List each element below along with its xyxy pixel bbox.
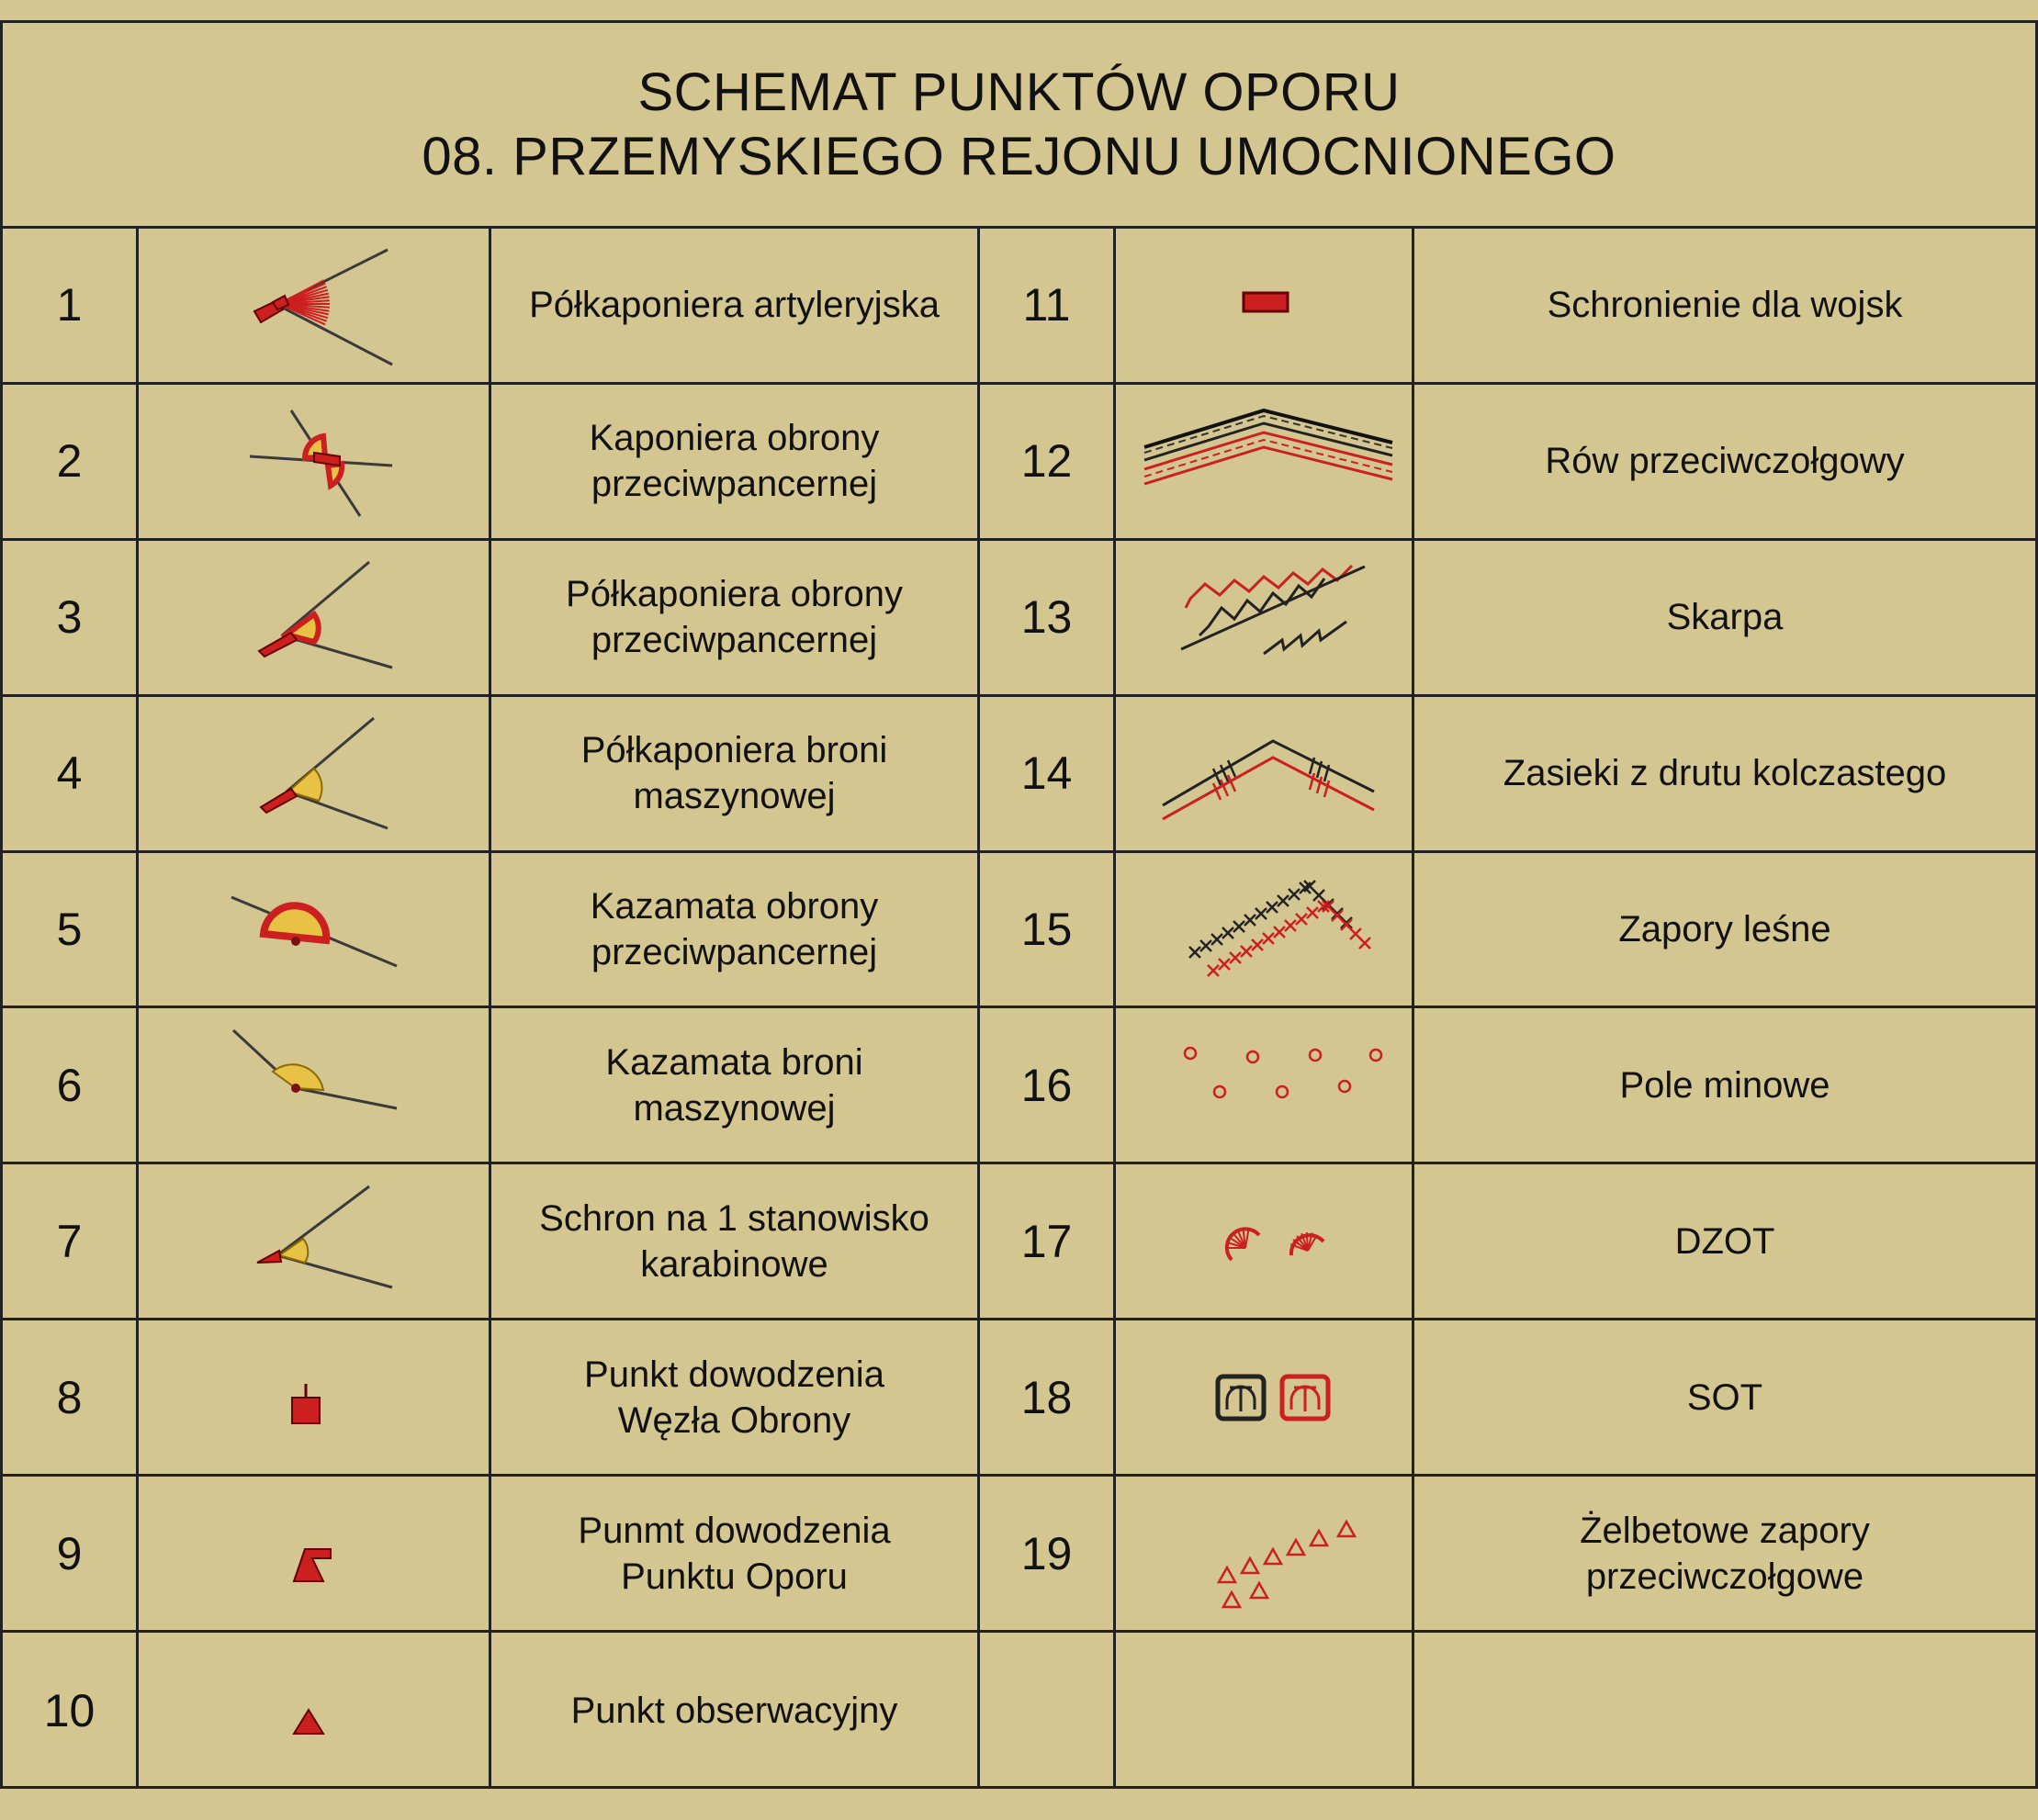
legend-label-text: Punmt dowodzenia Punktu Oporu	[578, 1510, 891, 1597]
legend-number-left: 3	[3, 541, 139, 697]
legend-symbol-right	[1116, 1633, 1414, 1789]
legend-label-text: Półkaponiera obrony przeciwpancernej	[566, 574, 903, 661]
legend-label-right	[1414, 385, 2035, 541]
legend-label-right	[1414, 541, 2035, 697]
legend-label-text: Półkaponiera broni maszynowej	[580, 730, 888, 817]
minefield-icon	[1126, 1017, 1402, 1154]
antitank-half-caponier-icon	[176, 548, 452, 686]
escarpment-icon	[1126, 548, 1402, 686]
defense-node-command-post-icon	[176, 1329, 452, 1466]
legend-symbol-left	[139, 853, 491, 1009]
legend-number-left: 8	[3, 1320, 139, 1477]
legend-label-text: Żelbetowe zapory przeciwczołgowe	[1580, 1510, 1870, 1597]
legend-label-left	[491, 697, 980, 853]
legend-symbol-right	[1116, 229, 1414, 385]
legend-symbol-left	[139, 385, 491, 541]
legend-symbol-left	[139, 229, 491, 385]
legend-label-left	[491, 1633, 980, 1789]
title-line-1: SCHEMAT PUNKTÓW OPORU	[637, 62, 1401, 122]
legend-label-right	[1414, 697, 2035, 853]
legend-label-text: Kazamata obrony przeciwpancernej	[590, 886, 879, 973]
legend-symbol-right	[1116, 1164, 1414, 1320]
title-line-2: 08. PRZEMYSKIEGO REJONU UMOCNIONEGO	[422, 126, 1616, 186]
legend-label-text: Kazamata broni maszynowej	[605, 1041, 863, 1129]
legend-symbol-right	[1116, 697, 1414, 853]
legend-symbol-right	[1116, 385, 1414, 541]
legend-symbol-left	[139, 697, 491, 853]
concrete-antitank-barrier-icon	[1126, 1485, 1402, 1623]
legend-label-left	[491, 1164, 980, 1320]
legend-label-text: Kaponiera obrony przeciwpancernej	[589, 418, 880, 505]
observation-post-icon	[176, 1642, 452, 1780]
legend-label-left	[491, 541, 980, 697]
legend-label-left	[491, 1477, 980, 1633]
legend-symbol-left	[139, 1008, 491, 1164]
legend-label-text: Zasieki z drutu kolczastego	[1503, 753, 1947, 794]
legend-label-right	[1414, 229, 2035, 385]
legend-label-text: Rów przeciwczołgowy	[1545, 441, 1905, 482]
legend-label-left	[491, 1320, 980, 1477]
legend-label-left	[491, 853, 980, 1009]
legend-label-right	[1414, 853, 2035, 1009]
artillery-half-caponier-icon	[176, 236, 452, 374]
rifle-shelter-icon	[176, 1173, 452, 1310]
legend-number-left: 7	[3, 1164, 139, 1320]
legend-symbol-left	[139, 1633, 491, 1789]
legend-label-text: Schronienie dla wojsk	[1547, 285, 1903, 326]
legend-number-left: 2	[3, 385, 139, 541]
legend-symbol-right	[1116, 541, 1414, 697]
barbed-wire-icon	[1126, 704, 1402, 842]
legend-label-left	[491, 1008, 980, 1164]
legend-label-text: SOT	[1686, 1376, 1763, 1418]
legend-symbol-right	[1116, 1008, 1414, 1164]
dzot-icon	[1126, 1173, 1402, 1310]
legend-label-right	[1414, 1008, 2035, 1164]
legend-number-right: 14	[980, 697, 1116, 853]
legend-label-right	[1414, 1320, 2035, 1477]
legend-label-text: Pole minowe	[1619, 1064, 1830, 1106]
legend-number-right: 17	[980, 1164, 1116, 1320]
legend-label-text: Schron na 1 stanowisko karabinowe	[539, 1197, 929, 1285]
legend-label-text: DZOT	[1674, 1220, 1775, 1262]
troop-shelter-icon	[1126, 236, 1402, 374]
legend-grid	[3, 229, 2035, 1789]
legend-number-right: 18	[980, 1320, 1116, 1477]
legend-label-text: Zapory leśne	[1618, 909, 1831, 950]
legend-symbol-right	[1116, 853, 1414, 1009]
legend-symbol-left	[139, 1164, 491, 1320]
strongpoint-command-post-icon	[176, 1485, 452, 1623]
legend-number-left: 6	[3, 1008, 139, 1164]
legend-label-text: Punkt dowodzenia Węzła Obrony	[584, 1354, 884, 1441]
legend-label-left	[491, 229, 980, 385]
legend-number-right	[980, 1633, 1116, 1789]
legend-number-right: 12	[980, 385, 1116, 541]
legend-label-text: Punkt obserwacyjny	[570, 1691, 898, 1732]
sot-icon	[1126, 1329, 1402, 1466]
legend-symbol-right	[1116, 1320, 1414, 1477]
machine-gun-casemate-icon	[176, 1017, 452, 1154]
legend-label-left	[491, 385, 980, 541]
legend-label-right	[1414, 1164, 2035, 1320]
antitank-caponier-icon	[176, 392, 452, 530]
legend-symbol-left	[139, 541, 491, 697]
legend-number-right: 13	[980, 541, 1116, 697]
legend-label-right	[1414, 1477, 2035, 1633]
legend-label-text: Półkaponiera artyleryjska	[529, 285, 940, 326]
legend-number-left: 1	[3, 229, 139, 385]
legend-number-right: 11	[980, 229, 1116, 385]
legend-label-right	[1414, 1633, 2035, 1789]
legend-number-right: 16	[980, 1008, 1116, 1164]
legend-number-left: 4	[3, 697, 139, 853]
machine-gun-half-caponier-icon	[176, 704, 452, 842]
antitank-casemate-icon	[176, 860, 452, 998]
antitank-ditch-icon	[1126, 392, 1402, 530]
legend-number-right: 15	[980, 853, 1116, 1009]
legend-number-left: 10	[3, 1633, 139, 1789]
legend-number-left: 5	[3, 853, 139, 1009]
legend-label-text: Skarpa	[1666, 597, 1784, 638]
legend-number-right: 19	[980, 1477, 1116, 1633]
title-block	[3, 23, 2035, 229]
legend-number-left: 9	[3, 1477, 139, 1633]
forest-barrier-icon	[1126, 860, 1402, 998]
legend-symbol-left	[139, 1477, 491, 1633]
legend-table	[0, 20, 2038, 1789]
legend-symbol-left	[139, 1320, 491, 1477]
legend-symbol-right	[1116, 1477, 1414, 1633]
